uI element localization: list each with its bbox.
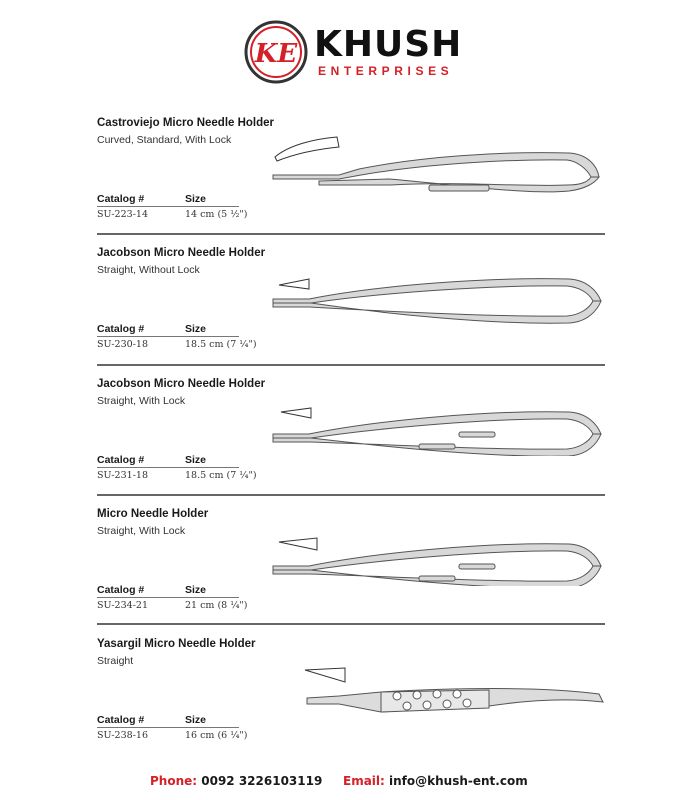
product-title: Yasargil Micro Needle Holder	[97, 638, 256, 650]
catalog-number: SU-234-21	[97, 600, 148, 611]
logo-monogram: KE	[254, 39, 298, 69]
product-title: Micro Needle Holder	[97, 508, 209, 520]
product-card	[97, 638, 607, 768]
email-address[interactable]: info@khush-ent.com	[389, 774, 528, 788]
brand-logo	[244, 20, 308, 84]
size-header: Size	[185, 714, 207, 726]
product-subtitle: Straight	[97, 655, 134, 667]
section-divider	[97, 494, 605, 496]
size-header: Size	[185, 454, 207, 466]
section-divider	[97, 364, 605, 366]
product-card	[97, 247, 607, 377]
size-header: Size	[185, 584, 207, 596]
catalog-number: SU-230-18	[97, 339, 148, 350]
column-rule	[97, 206, 239, 207]
column-rule	[97, 727, 239, 728]
catalog-number: SU-238-16	[97, 730, 148, 741]
size-value: 14 cm (5 ½")	[185, 209, 248, 220]
catalog-number: SU-223-14	[97, 209, 148, 220]
column-rule	[97, 336, 239, 337]
size-value: 21 cm (8 ¼")	[185, 600, 248, 611]
catalog-header: Catalog #	[97, 584, 145, 596]
product-card	[97, 508, 607, 638]
product-card	[97, 117, 607, 247]
product-subtitle: Straight, With Lock	[97, 395, 186, 407]
product-card	[97, 378, 607, 508]
product-title: Jacobson Micro Needle Holder	[97, 247, 266, 259]
header	[0, 8, 689, 88]
instrument-image	[269, 125, 614, 195]
instrument-image	[269, 255, 614, 325]
product-subtitle: Straight, Without Lock	[97, 264, 200, 276]
catalog-header: Catalog #	[97, 714, 145, 726]
instrument-image	[269, 386, 614, 456]
footer-email	[343, 774, 528, 788]
email-label: Email:	[343, 774, 385, 788]
brand-tagline: ENTERPRISES	[318, 64, 454, 78]
size-header: Size	[185, 323, 207, 335]
brand-name: KHUSH	[314, 24, 463, 65]
size-value: 16 cm (6 ¼")	[185, 730, 248, 741]
instrument-image	[269, 516, 614, 586]
size-header: Size	[185, 193, 207, 205]
catalog-header: Catalog #	[97, 193, 145, 205]
size-value: 18.5 cm (7 ¼")	[185, 339, 257, 350]
phone-label: Phone:	[150, 774, 198, 788]
section-divider	[97, 233, 605, 235]
section-divider	[97, 623, 605, 625]
product-title: Jacobson Micro Needle Holder	[97, 378, 266, 390]
product-subtitle: Curved, Standard, With Lock	[97, 134, 232, 146]
column-rule	[97, 467, 239, 468]
product-subtitle: Straight, With Lock	[97, 525, 186, 537]
product-title: Castroviejo Micro Needle Holder	[97, 117, 275, 129]
instrument-image	[269, 646, 614, 716]
phone-number[interactable]: 0092 3226103119	[201, 774, 323, 788]
catalog-number: SU-231-18	[97, 470, 148, 481]
catalog-header: Catalog #	[97, 323, 145, 335]
catalog-header: Catalog #	[97, 454, 145, 466]
column-rule	[97, 597, 239, 598]
size-value: 18.5 cm (7 ¼")	[185, 470, 257, 481]
footer-phone	[150, 774, 322, 788]
